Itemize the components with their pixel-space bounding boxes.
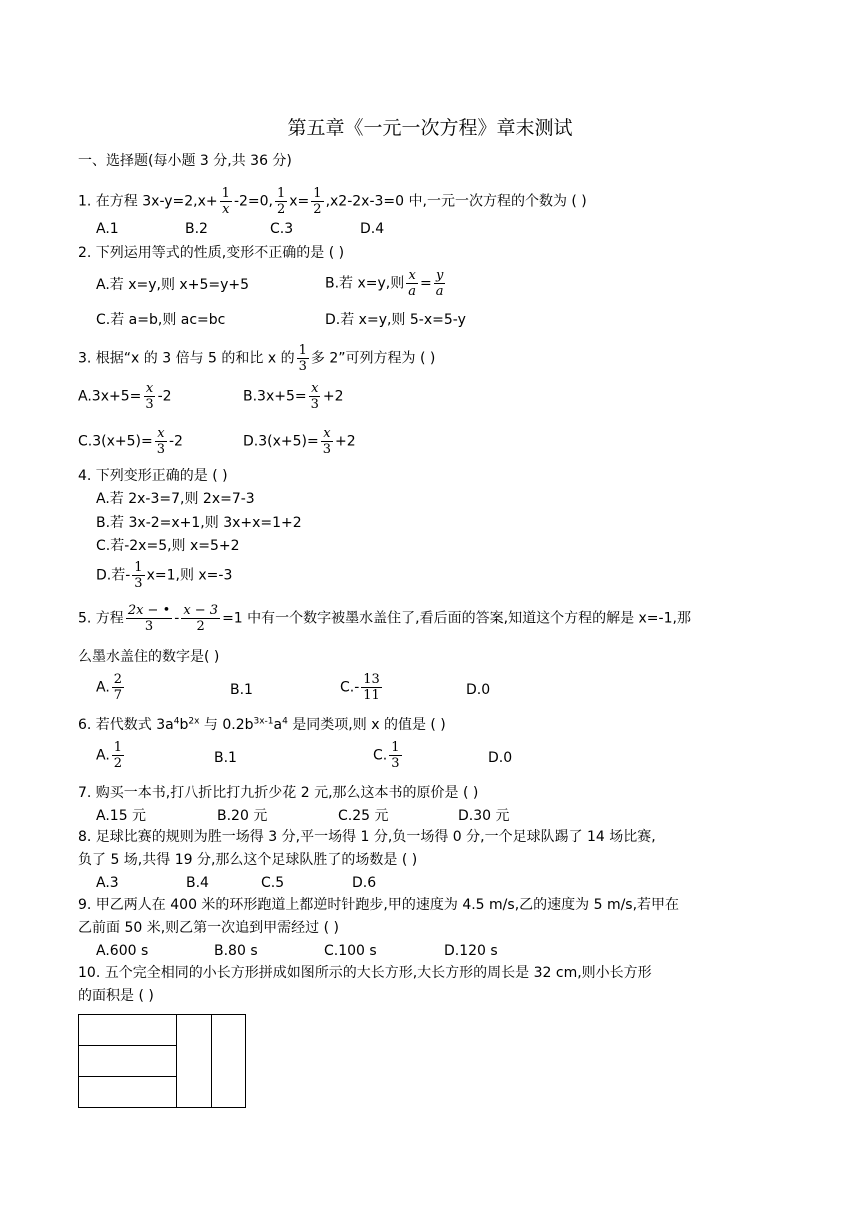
question-6-stem: 6. 若代数式 $3a^4b^{2x}$ 与 $0.2b^{3x-1}a^4$ 是同类项,则 x 的值是 ( ) xyxy=(78,716,446,733)
option-b: B.1 xyxy=(214,750,237,766)
fraction: $\frac{1}{2}$ xyxy=(276,186,286,217)
option-b: B.20 元 xyxy=(217,808,268,824)
option-d: D.30 元 xyxy=(458,808,510,824)
fraction: $\frac{1}{3}$ xyxy=(298,343,307,374)
figure-divider xyxy=(211,1015,212,1107)
option-b: B.4 xyxy=(186,875,209,891)
option-a: A. $\frac{1}{2}$ xyxy=(96,740,123,771)
option-a: A.若 x=y,则 x+5=y+5 xyxy=(96,277,250,293)
figure-divider xyxy=(79,1045,176,1046)
fraction: $\frac{1}{3}$ xyxy=(134,560,143,591)
option-a: A.3x+5= $\frac{x}{3}$ -2 xyxy=(78,381,172,412)
fraction: $\frac{2x - •}{3}$ xyxy=(127,603,171,634)
option-b: B.3x+5= $\frac{x}{3}$ +2 xyxy=(243,381,344,412)
option-c: C.3(x+5)= $\frac{x}{3}$ -2 xyxy=(78,426,183,457)
question-5-stem: 5. 方程 $\frac{2x - •}{3}$ - $\frac{x - 3}{2}$ =1 中有一个数字被墨水盖住了,看后面的答案,知道这个方程的解是 x=-1,那 xyxy=(78,603,691,634)
fraction: $\frac{x - 3}{2}$ xyxy=(183,603,219,634)
fraction: $\frac{x}{a}$ xyxy=(408,268,417,299)
option-c: C.25 元 xyxy=(338,808,389,824)
figure-divider xyxy=(176,1015,177,1107)
page-title: 第五章《一元一次方程》章末测试 xyxy=(287,117,573,139)
option-a: A.15 元 xyxy=(96,808,147,824)
fraction: $\frac{2}{7}$ xyxy=(113,672,123,703)
question-7-stem: 7. 购买一本书,打八折比打九折少花 2 元,那么这本书的原价是 ( ) xyxy=(78,785,479,801)
fraction: $\frac{1}{x}$ xyxy=(221,186,230,217)
option-b: B.80 s xyxy=(214,943,258,959)
option-c: C.100 s xyxy=(324,943,377,959)
rectangle-figure xyxy=(78,1014,246,1108)
option-b: B.若 3x-2=x+1,则 3x+x=1+2 xyxy=(96,515,302,531)
fraction: $\frac{x}{3}$ xyxy=(145,381,154,412)
fraction: $\frac{x}{3}$ xyxy=(310,381,319,412)
option-b: B.1 xyxy=(230,682,253,698)
fraction: $\frac{1}{2}$ xyxy=(113,740,123,771)
question-5-line2: 么墨水盖住的数字是( ) xyxy=(78,649,220,665)
fraction: $\frac{x}{3}$ xyxy=(156,426,165,457)
option-d: D.若 x=y,则 5-x=5-y xyxy=(325,312,466,328)
option-d: D.6 xyxy=(352,875,377,891)
option-c: C.- $\frac{13}{11}$ xyxy=(340,672,380,703)
option-d: D.120 s xyxy=(444,943,498,959)
question-8-line1: 8. 足球比赛的规则为胜一场得 3 分,平一场得 1 分,负一场得 0 分,一个足球队踢了 14 场比赛, xyxy=(78,829,656,845)
fraction: $\frac{13}{11}$ xyxy=(363,672,380,703)
option-b: B.若 x=y,则 $\frac{x}{a}$ = $\frac{y}{a}$ xyxy=(325,268,444,299)
question-8-line2: 负了 5 场,共得 19 分,那么这个足球队胜了的场数是 ( ) xyxy=(78,852,418,868)
question-4-stem: 4. 下列变形正确的是 ( ) xyxy=(78,468,228,484)
option-a: A.600 s xyxy=(96,943,149,959)
option-d: D.0 xyxy=(466,682,491,698)
question-9-line2: 乙前面 50 米,则乙第一次追到甲需经过 ( ) xyxy=(78,920,339,936)
fraction: $\frac{1}{2}$ xyxy=(313,186,322,217)
option-c: C.5 xyxy=(261,875,285,891)
option-c: C. $\frac{1}{3}$ xyxy=(373,740,400,771)
question-2-stem: 2. 下列运用等式的性质,变形不正确的是 ( ) xyxy=(78,245,345,261)
question-9-line1: 9. 甲乙两人在 400 米的环形跑道上都逆时针跑步,甲的速度为 4.5 m/s,乙的速度为 5 m/s,若甲在 xyxy=(78,897,680,913)
option-d: D.0 xyxy=(488,750,513,766)
option-d: D.3(x+5)= $\frac{x}{3}$ +2 xyxy=(243,426,356,457)
option-b: B.2 xyxy=(185,221,208,237)
figure-divider xyxy=(79,1076,176,1077)
question-10-line1: 10. 五个完全相同的小长方形拼成如图所示的大长方形,大长方形的周长是 32 cm,则小长方形 xyxy=(78,965,652,981)
option-c: C.若 a=b,则 ac=bc xyxy=(96,312,226,328)
option-a: A.3 xyxy=(96,875,119,891)
section-heading: 一、选择题(每小题 3 分,共 36 分) xyxy=(78,153,292,169)
fraction: $\frac{x}{3}$ xyxy=(322,426,331,457)
question-1-stem: 1. 在方程 3x-y=2,x+ $\frac{1}{x}$ -2=0, $\frac{1}{2}$ x= $\frac{1}{2}$ ,x2-2x-3=0 中,一元一次方程的个数为 ( ) xyxy=(78,186,587,217)
fraction: $\frac{y}{a}$ xyxy=(435,268,444,299)
option-a: A. $\frac{2}{7}$ xyxy=(96,672,123,703)
option-c: C.3 xyxy=(270,221,294,237)
option-d: D.4 xyxy=(360,221,385,237)
fraction: $\frac{1}{3}$ xyxy=(391,740,400,771)
option-a: A.若 2x-3=7,则 2x=7-3 xyxy=(96,491,255,507)
option-a: A.1 xyxy=(96,221,119,237)
question-10-line2: 的面积是 ( ) xyxy=(78,988,154,1004)
option-d: D.若- $\frac{1}{3}$ x=1,则 x=-3 xyxy=(96,560,233,591)
question-3-stem: 3. 根据“x 的 3 倍与 5 的和比 x 的 $\frac{1}{3}$ 多 2”可列方程为 ( ) xyxy=(78,343,436,374)
option-c: C.若-2x=5,则 x=5+2 xyxy=(96,538,240,554)
